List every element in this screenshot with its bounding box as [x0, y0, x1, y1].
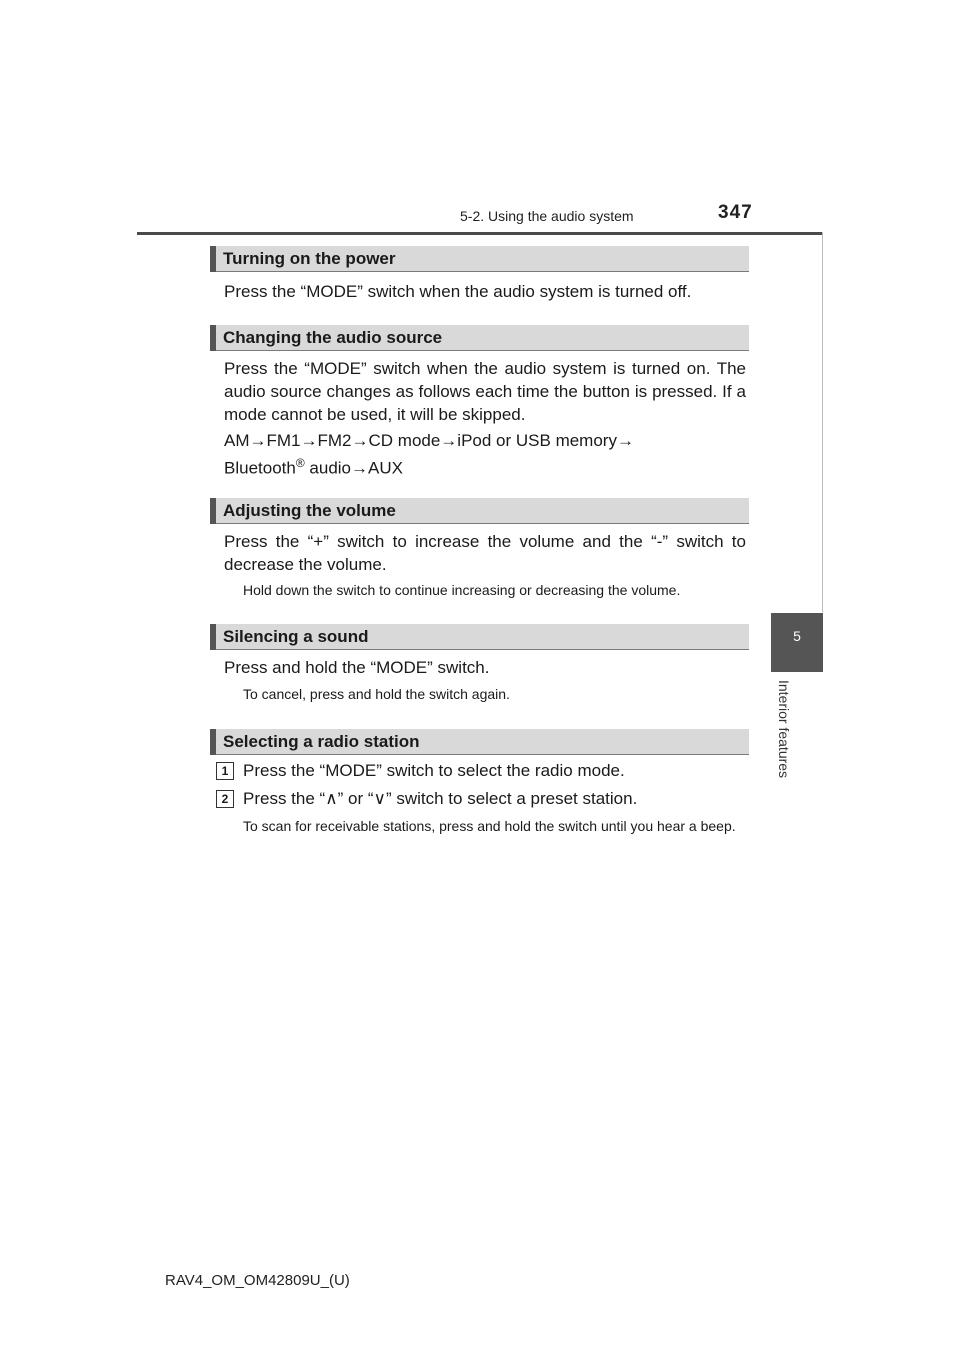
header-section-title: 5-2. Using the audio system: [460, 208, 634, 224]
paragraph-volume: Press the “+” switch to increase the volume and the “-” switch to decrease the volume.: [224, 532, 746, 574]
section-title: Changing the audio source: [223, 328, 443, 347]
section-heading-radio: [210, 729, 749, 755]
source-sequence-bluetooth: Bluetooth: [224, 458, 296, 478]
step-text: Press the “∧” or “∨” switch to select a preset station.: [243, 789, 638, 808]
paragraph-source: Press the “MODE” switch when the audio system is turned on. The audio source changes as follows each time the button is pressed. If a mode cannot be used, it will be skipped.: [224, 359, 746, 424]
section-heading-power: [210, 246, 749, 272]
footer-code: RAV4_OM_OM42809U_(U): [165, 1272, 350, 1289]
section-heading-volume: [210, 498, 749, 524]
source-sequence: [224, 429, 746, 480]
chapter-label: Interior features: [776, 680, 792, 779]
side-divider: [822, 232, 823, 612]
section-title: Adjusting the volume: [223, 501, 396, 520]
paragraph-silence: Press and hold the “MODE” switch.: [224, 658, 490, 677]
section-title: Selecting a radio station: [223, 732, 420, 751]
registered-mark: ®: [295, 456, 305, 470]
note-silence: To cancel, press and hold the switch again.: [243, 686, 510, 702]
paragraph-power: Press the “MODE” switch when the audio system is turned off.: [224, 282, 692, 301]
section-heading-silence: [210, 624, 749, 650]
step-number-box: 1: [216, 762, 234, 780]
note-volume: Hold down the switch to continue increasing or decreasing the volume.: [243, 582, 681, 598]
source-sequence-line2: audio→AUX: [304, 458, 403, 478]
step-text: Press the “MODE” switch to select the radio mode.: [243, 761, 625, 780]
chapter-number: 5: [793, 628, 801, 644]
step-number-box: 2: [216, 790, 234, 808]
page-number: 347: [718, 202, 753, 223]
header-divider: [137, 232, 823, 235]
source-sequence-line1: AM→FM1→FM2→CD mode→iPod or USB memory→: [224, 431, 634, 450]
section-heading-source: [210, 325, 749, 351]
section-title: Silencing a sound: [223, 627, 369, 646]
section-title: Turning on the power: [223, 249, 396, 268]
note-radio: To scan for receivable stations, press and hold the switch until you hear a beep.: [243, 818, 736, 834]
